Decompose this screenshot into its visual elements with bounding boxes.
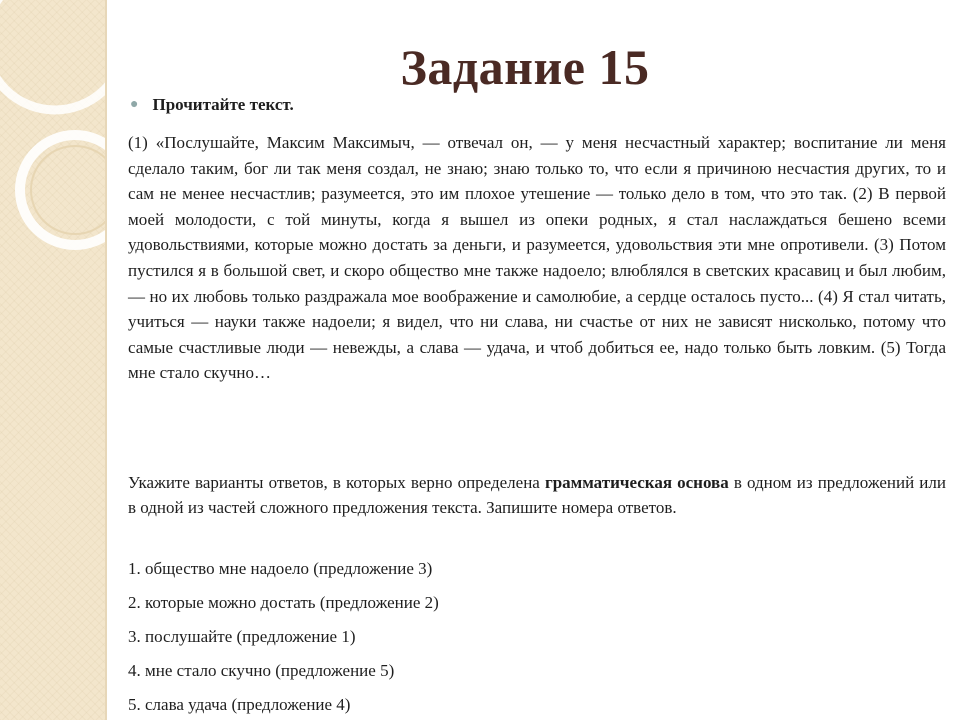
answer-option: 4. мне стало скучно (предложение 5)	[128, 661, 395, 680]
decorative-rings-graphic	[0, 0, 105, 720]
answer-options-list	[128, 557, 946, 727]
answer-option: 3. послушайте (предложение 1)	[128, 627, 356, 646]
side-panel-border	[105, 0, 107, 720]
slide-title: Задание 15	[400, 39, 650, 95]
answer-option: 1. общество мне надоело (предложение 3)	[128, 559, 433, 578]
task-instruction	[128, 470, 946, 520]
instruction-text-end: в одном из предложений или в одной из частей сложного предложения текста. Запишите номера ответов.	[128, 473, 946, 517]
instruction-bold-term: грамматическая основа	[544, 473, 729, 492]
answer-option: 2. которые можно достать (предложение 2)	[128, 593, 439, 612]
bullet-text: Прочитайте текст.	[152, 95, 294, 114]
decorative-side-panel	[0, 0, 105, 720]
reading-passage: (1) «Послушайте, Максим Максимыч, — отвечал он, — у меня несчастный характер; воспитание ли меня сделало таким, бог ли так меня создал, не знаю; знаю только то, что если я причиною несчастия других, то и сам не менее несчастлив; разумеется, это им плохое утешение — только дело в том, что это так. (2) В первой моей молодости, с той минуты, когда я вышел из опеки родных, я стал наслаждаться бешено всеми удовольствиями, которые можно достать за деньги, и разумеется, удовольствия эти мне опротивели. (3) Потом пустился я в большой свет, и скоро общество мне также надоело; влюблялся в светских красавиц и был любим, — но их любовь только раздражала мое воображение и самолюбие, а сердце осталось пусто... (4) Я стал читать, учиться — науки также надоели; я видел, что ни слава, ни счастье от них не зависят нисколько, потому что самые счастливые люди — невежды, а слава — удача, и чтоб добиться ее, надо только быть ловким. (5) Тогда мне стало скучно…	[128, 133, 946, 383]
bullet-item	[130, 95, 294, 115]
bullet-icon: ●	[130, 97, 139, 112]
answer-option: 5. слава удача (предложение 4)	[128, 695, 351, 714]
instruction-text-start: Укажите варианты ответов, в которых верно определена	[128, 473, 545, 492]
